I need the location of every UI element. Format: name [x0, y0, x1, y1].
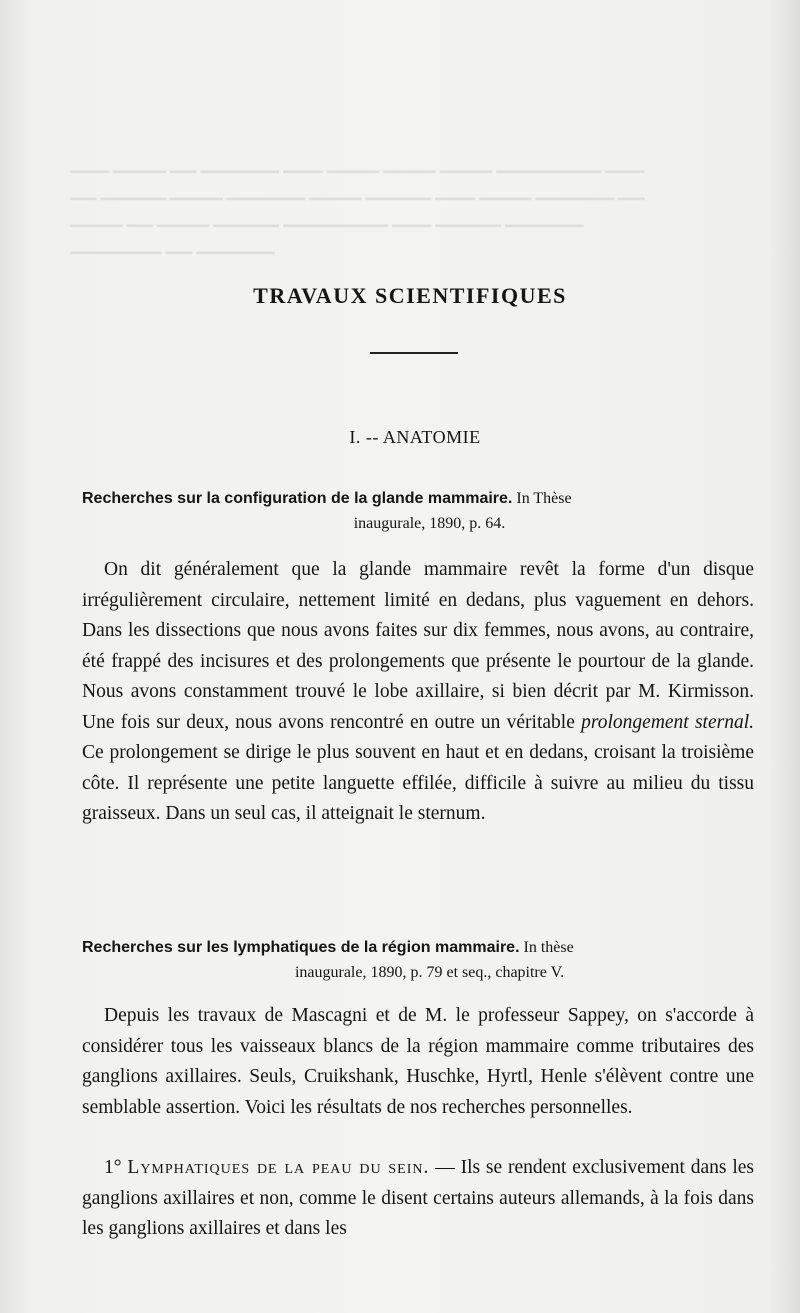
entry-heading — [82, 486, 757, 536]
paragraph-text-end: Ce prolongement se dirige le plus souvent en haut et en dedans, croisant la troisième côte. Il représente une petite languette effilée, difficile à suivre au milieu du tissu graisseux. Dans un seul cas, il atteignait le sternum. — [82, 742, 754, 824]
paragraph-text: On dit généralement que la glande mammaire revêt la forme d'un disque irrégulièrement circulaire, nettement limité en dedans, plus vaguement en dehors. Dans les dissections que nous avons faites sur dix femmes, nous avons, au contraire, été frappé des incisures et des prolongements que présente le pourtour de la glande. Nous avons constamment trouvé le lobe axillaire, si bien décrit par M. Kirmisson. Une fois sur deux, nous avons rencontré en outre un véritable — [82, 559, 754, 733]
bleed-through-texture: ▁▁▁ ▁▁▁▁ ▁▁ ▁▁▁▁▁▁ ▁▁▁ ▁▁▁▁ ▁▁▁▁ ▁▁▁▁ ▁▁▁▁▁▁▁▁ ▁▁▁ ▁▁ ▁▁▁▁▁ ▁▁▁▁ ▁▁▁▁▁▁ ▁▁▁▁ ▁▁▁▁▁ ▁▁▁ ▁▁▁▁ ▁▁▁▁▁▁ ▁▁ ▁▁▁▁ ▁▁ ▁▁▁▁ ▁▁▁▁▁ ▁▁▁▁▁▁▁▁ ▁▁▁ ▁▁▁▁▁ ▁▁▁▁▁▁ ▁▁▁▁▁▁▁ ▁▁ ▁▁▁▁▁▁ — [70, 154, 645, 254]
entry-reference: In Thèse — [516, 490, 572, 507]
document-title: TRAVAUX SCIENTIFIQUES — [253, 283, 567, 308]
entry-paragraph — [82, 1001, 754, 1123]
list-item — [82, 1153, 754, 1245]
entry-reference-continued: inaugurale, 1890, p. 64. — [353, 515, 506, 532]
paragraph-text: Depuis les travaux de Mascagni et de M. le professeur Sappey, on s'accorde à considérer tous les vaisseaux blancs de la région mammaire comme tributaires des ganglions axillaires. Seuls, Cruikshank, Huschke, Hyrtl, Henle s'élèvent contre une semblable assertion. Voici les résultats de nos recherches personnelles. — [82, 1005, 754, 1118]
paragraph-italic: prolongement sternal. — [581, 711, 754, 733]
title-divider — [370, 352, 458, 354]
entry-paragraph — [82, 555, 754, 830]
section-heading: I. -- ANATOMIE — [349, 427, 481, 447]
entry-title: Recherches sur les lymphatiques de la région mammaire. — [82, 939, 520, 956]
entry-heading — [82, 935, 757, 985]
item-number: 1° — [104, 1157, 122, 1178]
item-text: — Ils se rendent exclusivement dans les ganglions axillaires et non, comme le disent certains auteurs allemands, à la fois dans les ganglions axillaires et dans les — [82, 1157, 755, 1239]
entry-reference: In thèse — [523, 939, 574, 956]
entry-title: Recherches sur la configuration de la glande mammaire. — [82, 490, 513, 507]
item-label: Lymphatiques de la peau du sein. — [127, 1157, 430, 1178]
entry-reference-continued: inaugurale, 1890, p. 79 et seq., chapitre V. — [294, 964, 565, 981]
